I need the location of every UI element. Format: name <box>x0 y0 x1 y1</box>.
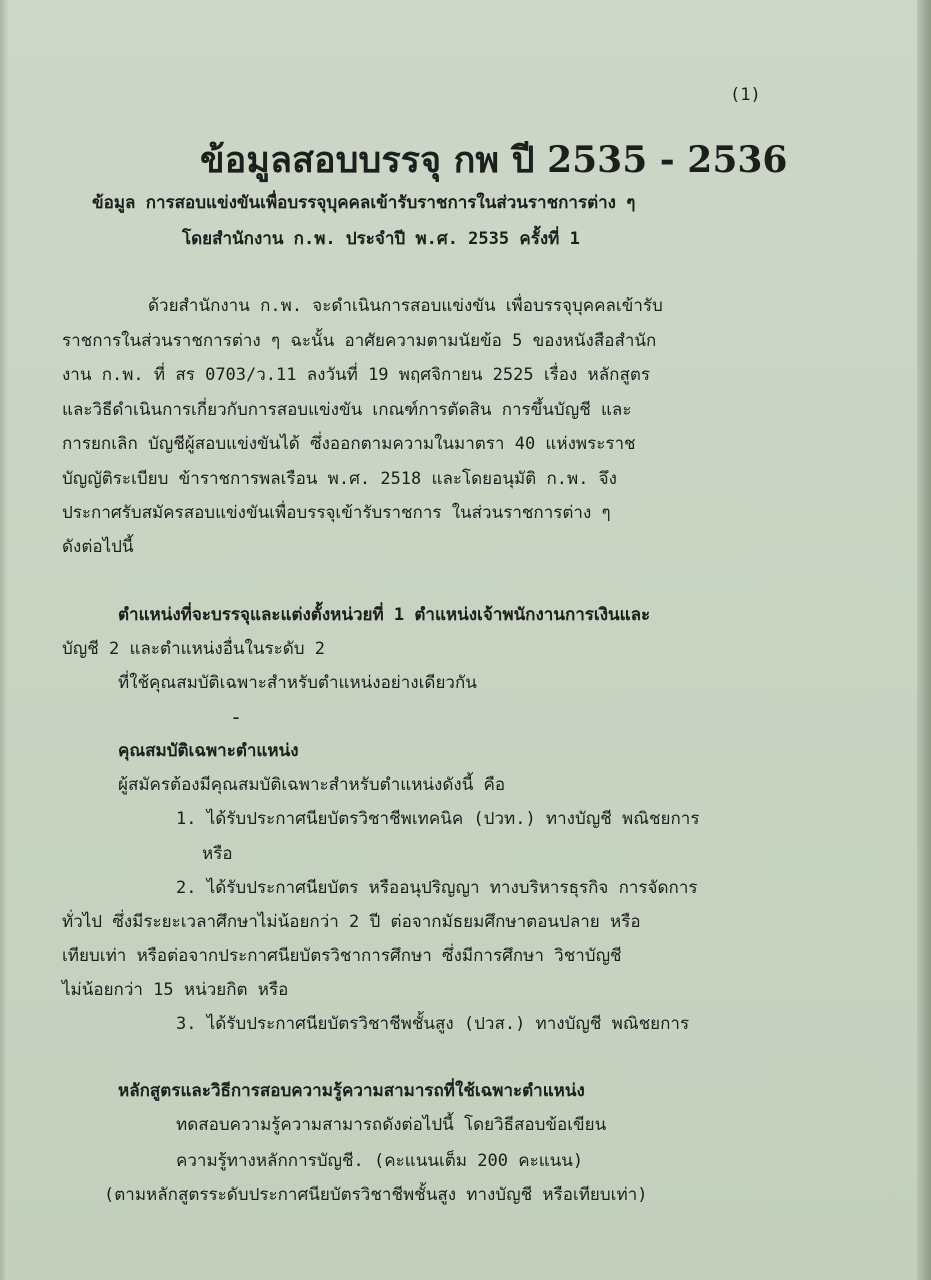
exam-line: ทดสอบความรู้ความสามารถดังต่อไปนี้ โดยวิธีสอบข้อเขียน <box>176 1115 607 1135</box>
subtitle-line-1: ข้อมูล การสอบแข่งขันเพื่อบรรจุบุคคลเข้ารับราชการในส่วนราชการต่าง ๆ <box>92 193 636 213</box>
stray-dash-mark: - <box>230 705 243 729</box>
qualification-item: 3. ได้รับประกาศนียบัตรวิชาชีพชั้นสูง (ปวส.) ทางบัญชี พณิชยการ <box>176 1014 690 1034</box>
exam-line: (ตามหลักสูตรระดับประกาศนียบัตรวิชาชีพชั้นสูง ทางบัญชี หรือเทียบเท่า) <box>104 1185 648 1205</box>
intro-line: ดังต่อไปนี้ <box>62 537 134 557</box>
intro-line: ด้วยสำนักงาน ก.พ. จะดำเนินการสอบแข่งขัน เพื่อบรรจุบุคคลเข้ารับ <box>148 296 663 316</box>
qualification-item: เทียบเท่า หรือต่อจากประกาศนียบัตรวิชาการศึกษา ซึ่งมีการศึกษา วิชาบัญชี <box>62 946 622 966</box>
page-left-edge <box>0 0 8 1280</box>
page-number: (1) <box>730 85 761 105</box>
exam-heading: หลักสูตรและวิธีการสอบความรู้ความสามารถที่ใช้เฉพาะตำแหน่ง <box>118 1081 585 1101</box>
position-line: ที่ใช้คุณสมบัติเฉพาะสำหรับตำแหน่งอย่างเดียวกัน <box>118 673 477 693</box>
intro-line: ราชการในส่วนราชการต่าง ๆ ฉะนั้น อาศัยความตามนัยข้อ 5 ของหนังสือสำนัก <box>62 331 657 351</box>
qualification-item: 1. ได้รับประกาศนียบัตรวิชาชีพเทคนิค (ปวท.) ทางบัญชี พณิชยการ <box>176 809 700 829</box>
intro-line: งาน ก.พ. ที่ สร 0703/ว.11 ลงวันที่ 19 พฤศจิกายน 2525 เรื่อง หลักสูตร <box>62 365 651 385</box>
intro-line: บัญญัติระเบียบ ข้าราชการพลเรือน พ.ศ. 2518 และโดยอนุมัติ ก.พ. จึง <box>62 469 617 489</box>
qualification-intro: ผู้สมัครต้องมีคุณสมบัติเฉพาะสำหรับตำแหน่งดังนี้ คือ <box>118 775 506 795</box>
page-right-edge <box>917 0 931 1280</box>
intro-line: การยกเลิก บัญชีผู้สอบแข่งขันได้ ซึ่งออกตามความในมาตรา 40 แห่งพระราช <box>62 434 636 454</box>
qualification-item: ไม่น้อยกว่า 15 หน่วยกิต หรือ <box>62 980 289 1000</box>
exam-line: ความรู้ทางหลักการบัญชี. (คะแนนเต็ม 200 คะแนน) <box>176 1151 584 1171</box>
intro-line: และวิธีดำเนินการเกี่ยวกับการสอบแข่งขัน เกณฑ์การตัดสิน การขึ้นบัญชี และ <box>62 400 632 420</box>
qualification-item: 2. ได้รับประกาศนียบัตร หรืออนุปริญญา ทางบริหารธุรกิจ การจัดการ <box>176 878 698 898</box>
qualification-item: หรือ <box>202 844 233 864</box>
subtitle-line-2: โดยสำนักงาน ก.พ. ประจำปี พ.ศ. 2535 ครั้งที่ 1 <box>182 229 580 249</box>
document-title: ข้อมูลสอบบรรจุ กพ ปี 2535 - 2536 <box>200 139 788 181</box>
qualification-item: ทั่วไป ซึ่งมีระยะเวลาศึกษาไม่น้อยกว่า 2 ปี ต่อจากมัธยมศึกษาตอนปลาย หรือ <box>62 912 641 932</box>
qualification-heading: คุณสมบัติเฉพาะตำแหน่ง <box>118 741 299 761</box>
position-line: ตำแหน่งที่จะบรรจุและแต่งตั้งหน่วยที่ 1 ตำแหน่งเจ้าพนักงานการเงินและ <box>118 605 651 625</box>
intro-line: ประกาศรับสมัครสอบแข่งขันเพื่อบรรจุเข้ารับราชการ ในส่วนราชการต่าง ๆ <box>62 503 611 523</box>
position-line: บัญชี 2 และตำแหน่งอื่นในระดับ 2 <box>62 639 326 659</box>
